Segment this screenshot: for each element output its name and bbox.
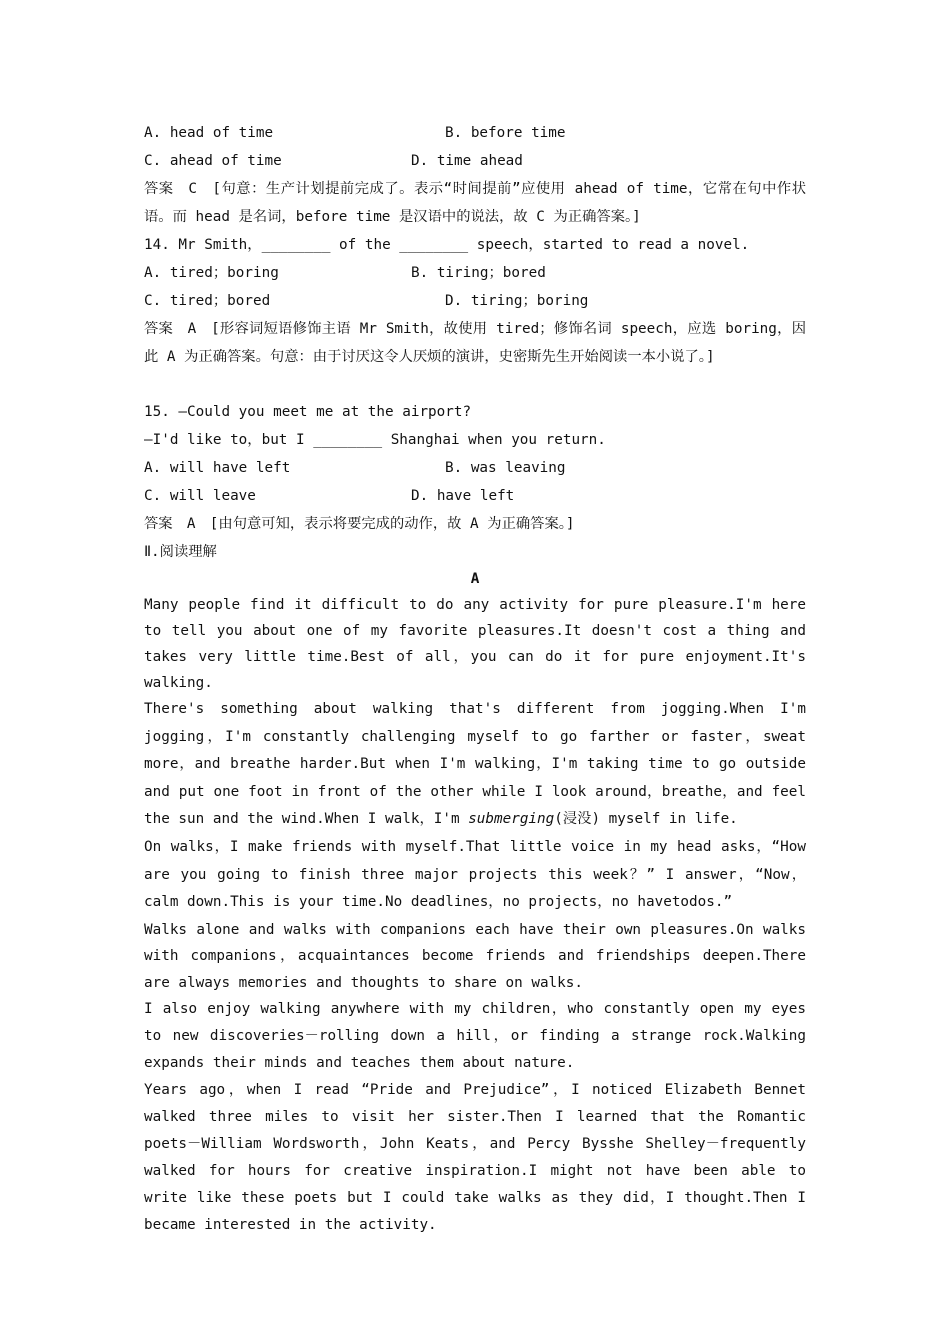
q13-options-row-1: [144, 119, 806, 147]
q13-option-c: C. ahead of time: [144, 153, 282, 169]
q15-option-b: B. was leaving: [445, 460, 566, 476]
passage-paragraph-1: Many people find it difficult to do any activity for pure pleasure.I'm here to tell you about one of my favorite pleasures.It doesn't cost a thing and takes very little time.Best of all，you can do it for pure enjoyment.It's walking.: [144, 597, 806, 691]
q13-options-row-2: [144, 147, 806, 175]
q14-option-c: C. tired；bored: [144, 293, 271, 309]
reading-passage: [144, 566, 806, 1239]
q15-option-d: D. have left: [411, 488, 515, 504]
q14-stem: 14. Mr Smith，________ of the ________ speech，started to read a novel.: [144, 237, 750, 253]
q15-stem-line-1: 15. —Could you meet me at the airport?: [144, 404, 472, 420]
passage-paragraph-2: [144, 696, 806, 834]
q13-option-b: B. before time: [445, 125, 566, 141]
q14-option-d: D. tiring；boring: [445, 293, 589, 309]
q14-options-row-2: [144, 287, 806, 315]
passage-paragraph-3: On walks，I make friends with myself.That little voice in my head asks，“How are you going to finish three major projects this week？” I answer，“Now，calm down.This is your time.No deadlines，no projects，no havetodos.”: [144, 838, 806, 911]
question-15: [144, 398, 806, 566]
q15-option-c: C. will leave: [144, 488, 256, 504]
q15-answer: 答案 A [由句意可知，表示将要完成的动作，故 A 为正确答案。]: [144, 516, 575, 532]
question-14: [144, 231, 806, 371]
passage-paragraph-6: Years ago，when I read “Pride and Prejudice”，I noticed Elizabeth Bennet walked three miles to visit her sister.Then I learned that the Romantic poets－William Wordsworth，John Keats，and Percy Bysshe Shelley－frequently walked for hours for creative inspiration.I might not have been able to write like these poets but I could take walks as they did，I thought.Then I became interested in the activity.: [144, 1081, 806, 1233]
q15-options-row-1: [144, 454, 806, 482]
section-heading: Ⅱ.阅读理解: [144, 544, 217, 560]
p2-text-after: (浸没) myself in life.: [554, 811, 738, 828]
passage-paragraph-5: I also enjoy walking anywhere with my children，who constantly open my eyes to new discoveries－rolling down a hill，or finding a strange rock.Walking expands their minds and teaches them about nature.: [144, 1000, 806, 1071]
question-13: [144, 119, 806, 231]
q14-options-row-1: [144, 259, 806, 287]
passage-label: A: [470, 571, 480, 587]
q14-option-b: B. tiring；bored: [411, 265, 546, 281]
p2-italic-word: submerging: [468, 811, 555, 828]
q15-option-a: A. will have left: [144, 460, 291, 476]
q15-stem-line-2: —I'd like to，but I ________ Shanghai when you return.: [144, 432, 606, 448]
p2-text-before: There's something about walking that's different from jogging.When I'm jogging，I'm constantly challenging myself to go farther or faster，sweat more，and breathe harder.But when I'm walking，I'm taking time to go outside and put one foot in front of the other while I look around，breathe，and feel the sun and the wind.When I walk，I'm: [144, 701, 806, 828]
q13-option-d: D. time ahead: [411, 153, 523, 169]
q14-option-a: A. tired；boring: [144, 265, 279, 281]
q13-answer: 答案 C [句意：生产计划提前完成了。表示“时间提前”应使用 ahead of time，它常在句中作状语。而 head 是名词，before time 是汉语中的说法，故 C 为正确答案。]: [144, 181, 806, 225]
q14-answer: 答案 A [形容词短语修饰主语 Mr Smith，故使用 tired；修饰名词 speech，应选 boring，因此 A 为正确答案。句意：由于讨厌这令人厌烦的演讲，史密斯先生开始阅读一本小说了。]: [144, 321, 806, 365]
passage-paragraph-4: Walks alone and walks with companions each have their own pleasures.On walks with companions，acquaintances become friends and friendships deepen.There are always memories and thoughts to share on walks.: [144, 921, 806, 991]
q13-option-a: A. head of time: [144, 125, 274, 141]
q15-options-row-2: [144, 482, 806, 510]
